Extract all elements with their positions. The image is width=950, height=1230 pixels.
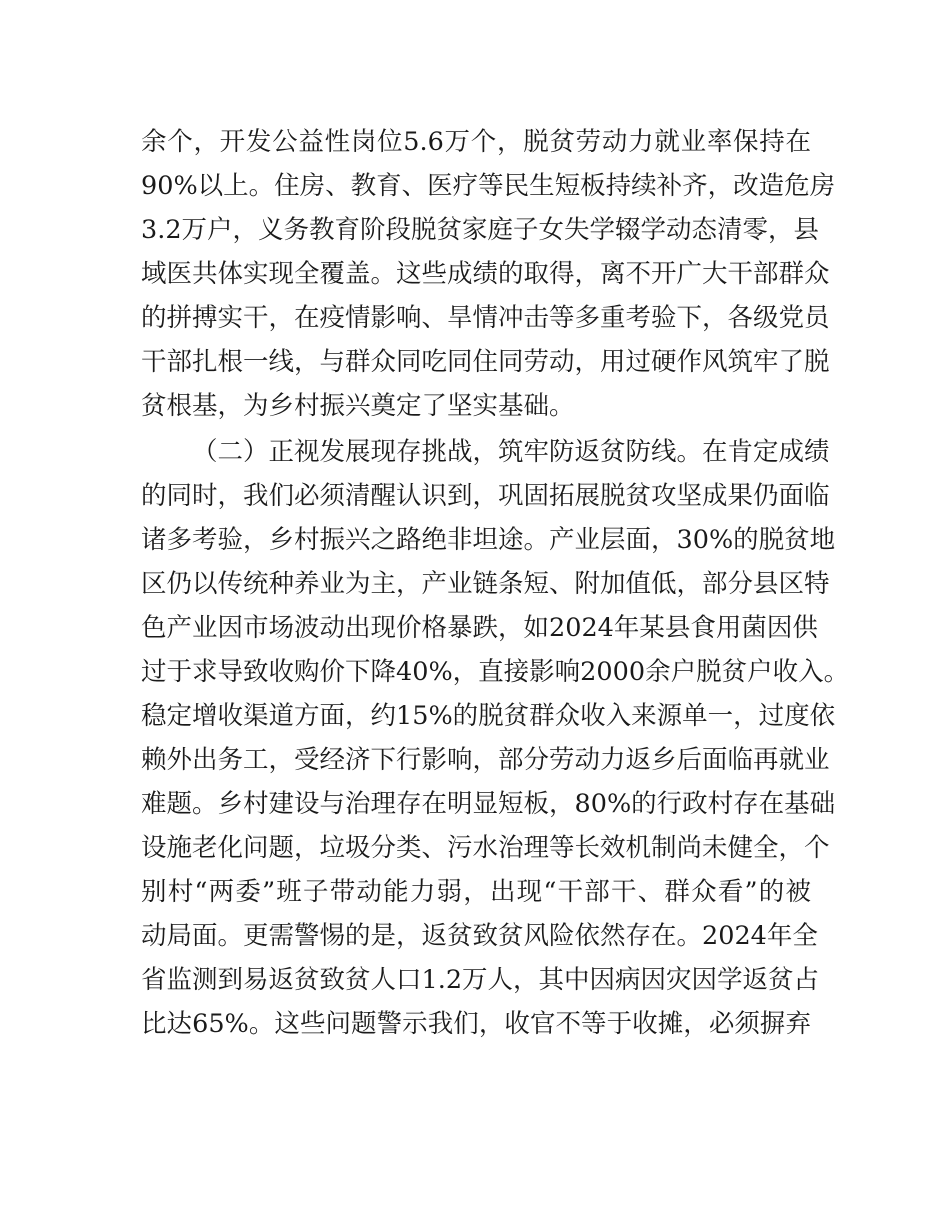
text-line: 区仍以传统种养业为主，产业链条短、附加值低，部分县区特 [141,569,830,599]
text-line: 设施老化问题，垃圾分类、污水治理等长效机制尚未健全，个 [141,833,830,863]
section-heading-line: （二）正视发展现存挑战，筑牢防返贫防线。在肯定成绩 [192,437,830,467]
text-line: 色产业因市场波动出现价格暴跌，如2024年某县食用菌因供 [141,613,818,643]
text-line: 别村“两委”班子带动能力弱，出现“干部干、群众看”的被 [141,877,811,907]
text-line: 余个，开发公益性岗位5.6万个，脱贫劳动力就业率保持在 [141,127,811,157]
text-line: 的同时，我们必须清醒认识到，巩固拓展脱贫攻坚成果仍面临 [141,481,830,511]
text-line: 赖外出务工，受经济下行影响，部分劳动力返乡后面临再就业 [141,745,830,775]
text-line: 3.2万户，义务教育阶段脱贫家庭子女失学辍学动态清零，县 [141,215,820,245]
text-line: 动局面。更需警惕的是，返贫致贫风险依然存在。2024年全 [141,921,818,951]
paragraph-end-line: 贫根基，为乡村振兴奠定了坚实基础。 [141,391,575,421]
text-line: 域医共体实现全覆盖。这些成绩的取得，离不开广大干部群众 [141,259,830,289]
text-line: 干部扎根一线，与群众同吃同住同劳动，用过硬作风筑牢了脱 [141,347,830,377]
text-line: 90%以上。住房、教育、医疗等民生短板持续补齐，改造危房 [141,171,836,201]
text-line: 难题。乡村建设与治理存在明显短板，80%的行政村存在基础 [141,789,836,819]
text-line: 诸多考验，乡村振兴之路绝非坦途。产业层面，30%的脱贫地 [141,525,836,555]
text-line: 过于求导致收购价下降40%，直接影响2000余户脱贫户收入。 [141,657,850,687]
text-line: 稳定增收渠道方面，约15%的脱贫群众收入来源单一，过度依 [141,701,836,731]
text-line: 省监测到易返贫致贫人口1.2万人，其中因病因灾因学返贫占 [141,965,820,995]
text-line: 的拼搏实干，在疫情影响、旱情冲击等多重考验下，各级党员 [141,303,830,333]
text-line: 比达65%。这些问题警示我们，收官不等于收摊，必须摒弃 [141,1009,811,1039]
